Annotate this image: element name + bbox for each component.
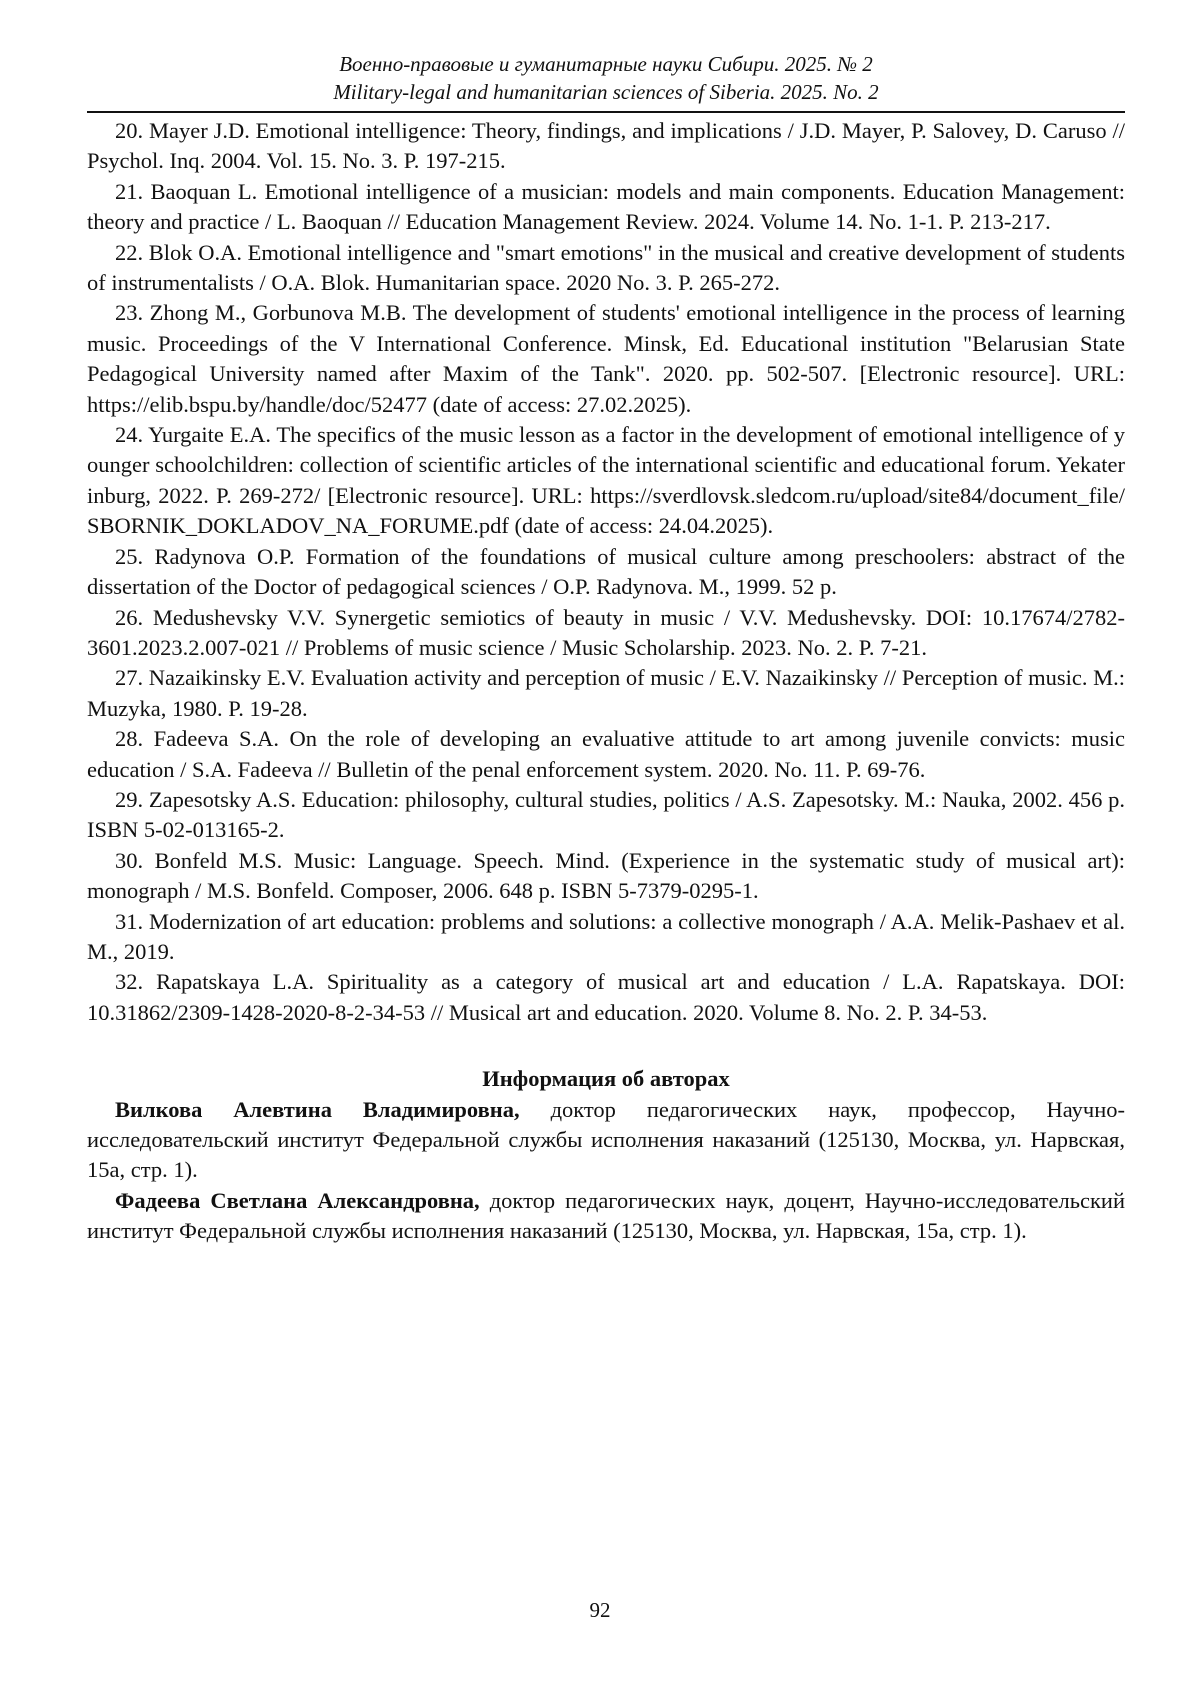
reference-text: Radynova O.P. Formation of the foundations of musical culture among preschoolers: abstract of the dissertation of the Doctor of pedagogical sciences / O.P. Radynova. M., 1999. 52 p. [87, 543, 1126, 600]
reference-item [87, 298, 1125, 420]
reference-item [87, 420, 1125, 542]
reference-item [87, 785, 1125, 846]
reference-item [87, 542, 1125, 603]
reference-number: 22. [115, 239, 144, 265]
reference-text: Fadeeva S.A. On the role of developing an evaluative attitude to art among juvenile convicts: music education / S.A. Fadeeva // Bulletin of the penal enforcement system. 2020. No. 11. P. 69-76. [87, 726, 1126, 782]
reference-number: 20. [115, 118, 144, 143]
author-name: Вилкова Алевтина Владимировна, [115, 1096, 520, 1122]
journal-title-en: Military-legal and humanitarian sciences of Siberia. 2025. No. 2 [333, 80, 879, 104]
reference-text: Yurgaite E.A. The specifics of the music lesson as a factor in the development of emotional intelligence of younger schoolchildren: collection of scientific articles of the international scientific and educational forum. Yekaterinburg, 2022. P. 269-272/ [Electronic resource]. URL: https://sverdlovsk.sledcom.ru/upload/site84/document_file/SBORNIK_DOKLADOV_NA_FORUME.pdf (date of access: 24.04.2025). [87, 422, 1125, 539]
reference-item [87, 967, 1125, 1028]
reference-item [87, 724, 1125, 785]
reference-number: 26. [115, 604, 144, 630]
reference-text: Zhong M., Gorbunova M.B. The development of students' emotional intelligence in the process of learning music. Proceedings of the V International Conference. Minsk, Ed. Educational institution "Belarusian State Pedagogical University named after Maxim of the Tank". 2020. pp. 502-507. [Electronic resource]. URL: https://elib.bspu.by/handle/doc/52477 (date of access: 27.02.2025). [87, 300, 1126, 417]
reference-text: Modernization of art education: problems and solutions: a collective monograph / A.A. Melik-Pashaev et al. M., 2019. [87, 908, 1126, 964]
reference-item [87, 603, 1125, 664]
page-number: 92 [589, 1598, 611, 1622]
reference-text: Zapesotsky A.S. Education: philosophy, cultural studies, politics / A.S. Zapesotsky. M.: Nauka, 2002. 456 p. ISBN 5-02-013165-2. [87, 786, 1126, 843]
authors-section-title: Информация об авторах [482, 1066, 730, 1092]
reference-number: 23. [115, 300, 144, 326]
reference-text: Baoquan L. Emotional intelligence of a musician: models and main components. Education Management: theory and practice / L. Baoquan // Education Management Review. 2024. Volume 14. No. 1-1. P. 213-217. [87, 178, 1125, 235]
reference-item [87, 846, 1125, 907]
reference-item [87, 663, 1125, 724]
author-details: доктор педагогических наук, профессор, Научно-исследовательский институт Федеральной службы исполнения наказаний (125130, Москва, ул. Нарвская, 15а, стр. 1). [87, 1096, 1125, 1183]
reference-number: 31. [115, 908, 144, 934]
reference-text: Bonfeld M.S. Music: Language. Speech. Mind. (Experience in the systematic study of musical art): monograph / M.S. Bonfeld. Composer, 2006. 648 p. ISBN 5-7379-0295-1. [87, 847, 1126, 904]
author-name: Фадеева Светлана Александровна, [115, 1187, 480, 1213]
reference-number: 27. [115, 665, 144, 691]
reference-text: Rapatskaya L.A. Spirituality as a category of musical art and education / L.A. Rapatskaya. DOI: 10.31862/2309-1428-2020-8-2-34-53 // Musical art and education. 2020. Volume 8. No. 2. P. 34-53. [87, 969, 1125, 1025]
reference-number: 30. [115, 847, 144, 873]
author-info [87, 1186, 1125, 1247]
reference-list [87, 116, 1125, 1028]
reference-item [87, 177, 1125, 238]
reference-item [87, 116, 1125, 177]
reference-text: Blok O.A. Emotional intelligence and "smart emotions" in the musical and creative development of students of instrumentalists / O.A. Blok. Humanitarian space. 2020 No. 3. P. 265-272. [87, 239, 1125, 296]
author-info [87, 1095, 1125, 1186]
reference-item [87, 238, 1125, 299]
reference-number: 24. [115, 422, 144, 448]
author-details: доктор педагогических наук, доцент, Научно-исследовательский институт Федеральной службы исполнения наказаний (125130, Москва, ул. Нарвская, 15а, стр. 1). [87, 1187, 1126, 1244]
reference-number: 28. [115, 726, 144, 752]
reference-number: 32. [115, 969, 144, 995]
header-divider [87, 111, 1125, 113]
reference-number: 25. [115, 543, 144, 569]
reference-text: Medushevsky V.V. Synergetic semiotics of beauty in music / V.V. Medushevsky. DOI: 10.17674/2782-3601.2023.2.007-021 // Problems of music science / Music Scholarship. 2023. No. 2. P. 7-21. [87, 604, 1126, 660]
journal-header [87, 50, 1125, 106]
reference-number: 29. [115, 786, 144, 812]
reference-number: 21. [115, 178, 144, 204]
reference-item [87, 907, 1125, 968]
reference-text: Nazaikinsky E.V. Evaluation activity and perception of music / E.V. Nazaikinsky // Perception of music. M.: Muzyka, 1980. P. 19-28. [87, 665, 1126, 721]
page-body [87, 116, 1125, 1247]
reference-text: Mayer J.D. Emotional intelligence: Theory, findings, and implications / J.D. Mayer, P. Salovey, D. Caruso // Psychol. Inq. 2004. Vol. 15. No. 3. P. 197-215. [87, 118, 1125, 174]
journal-title-ru: Военно-правовые и гуманитарные науки Сибири. 2025. № 2 [339, 52, 873, 76]
